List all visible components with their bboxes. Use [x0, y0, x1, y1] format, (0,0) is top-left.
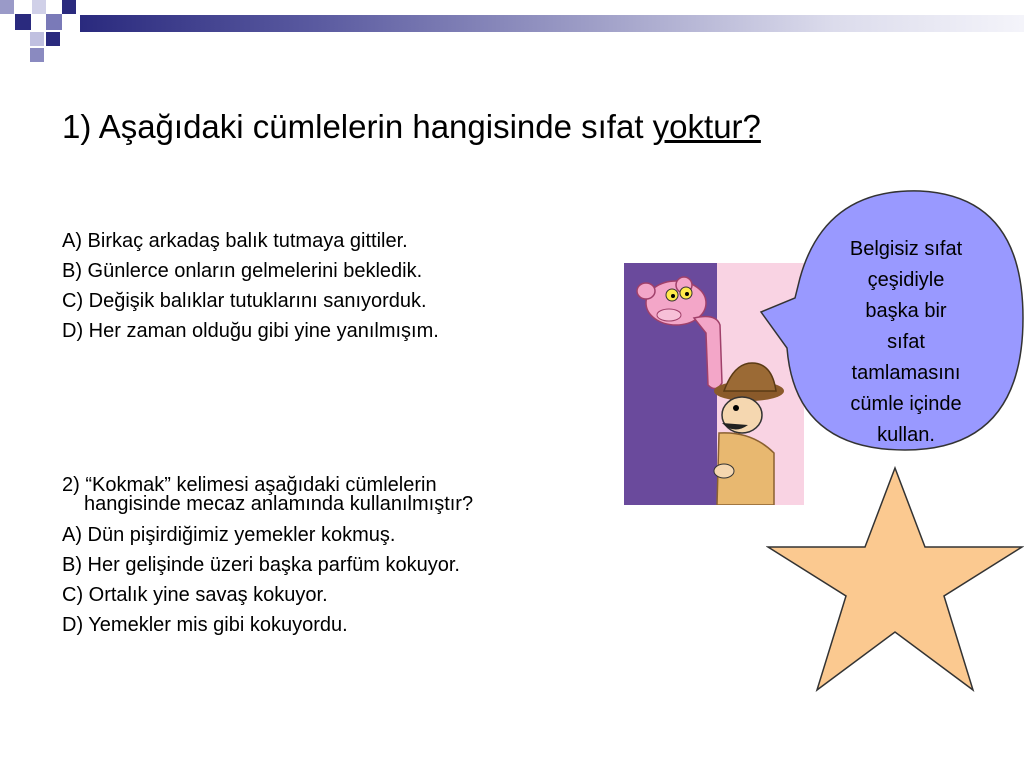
- star-icon: [766, 466, 1024, 692]
- q2-option-c: C) Ortalık yine savaş kokuyor.: [62, 584, 328, 606]
- slide-header-decoration: [0, 0, 1024, 46]
- bubble-line: kullan.: [877, 424, 935, 446]
- bubble-line: çeşidiyle: [867, 269, 945, 291]
- question-2: [62, 470, 473, 640]
- q2-stem-line2: hangisinde mecaz anlamında kullanılmıştır?: [84, 493, 474, 515]
- slide-title: [62, 108, 761, 146]
- q1-option-b: B) Günlerce onların gelmelerini bekledik.: [62, 260, 423, 282]
- speech-bubble-text: [826, 234, 986, 451]
- q1-option-d: D) Her zaman olduğu gibi yine yanılmışım.: [62, 320, 439, 342]
- bubble-line: başka bir: [865, 300, 947, 322]
- bubble-line: tamlamasını: [851, 362, 961, 384]
- q1-option-c: C) Değişik balıklar tutuklarını sanıyorduk.: [62, 290, 427, 312]
- bubble-line: Belgisiz sıfat: [849, 238, 963, 260]
- q2-option-a: A) Dün pişirdiğimiz yemekler kokmuş.: [62, 524, 396, 546]
- q2-stem-line1: 2) “Kokmak” kelimesi aşağıdaki cümlelerin: [62, 474, 437, 496]
- question-1-options: [62, 226, 439, 346]
- q1-option-a: A) Birkaç arkadaş balık tutmaya gittiler.: [62, 230, 408, 252]
- q2-option-d: D) Yemekler mis gibi kokuyordu.: [62, 614, 348, 636]
- q2-option-b: B) Her gelişinde üzeri başka parfüm kokuyor.: [62, 554, 460, 576]
- corner-squares-decoration: [0, 0, 80, 64]
- title-underlined-word: yoktur?: [652, 108, 761, 145]
- bubble-line: cümle içinde: [850, 393, 962, 415]
- title-text: 1) Aşağıdaki cümlelerin hangisinde sıfat: [62, 108, 653, 145]
- header-gradient-bar: [80, 15, 1024, 32]
- bubble-line: sıfat: [887, 331, 925, 353]
